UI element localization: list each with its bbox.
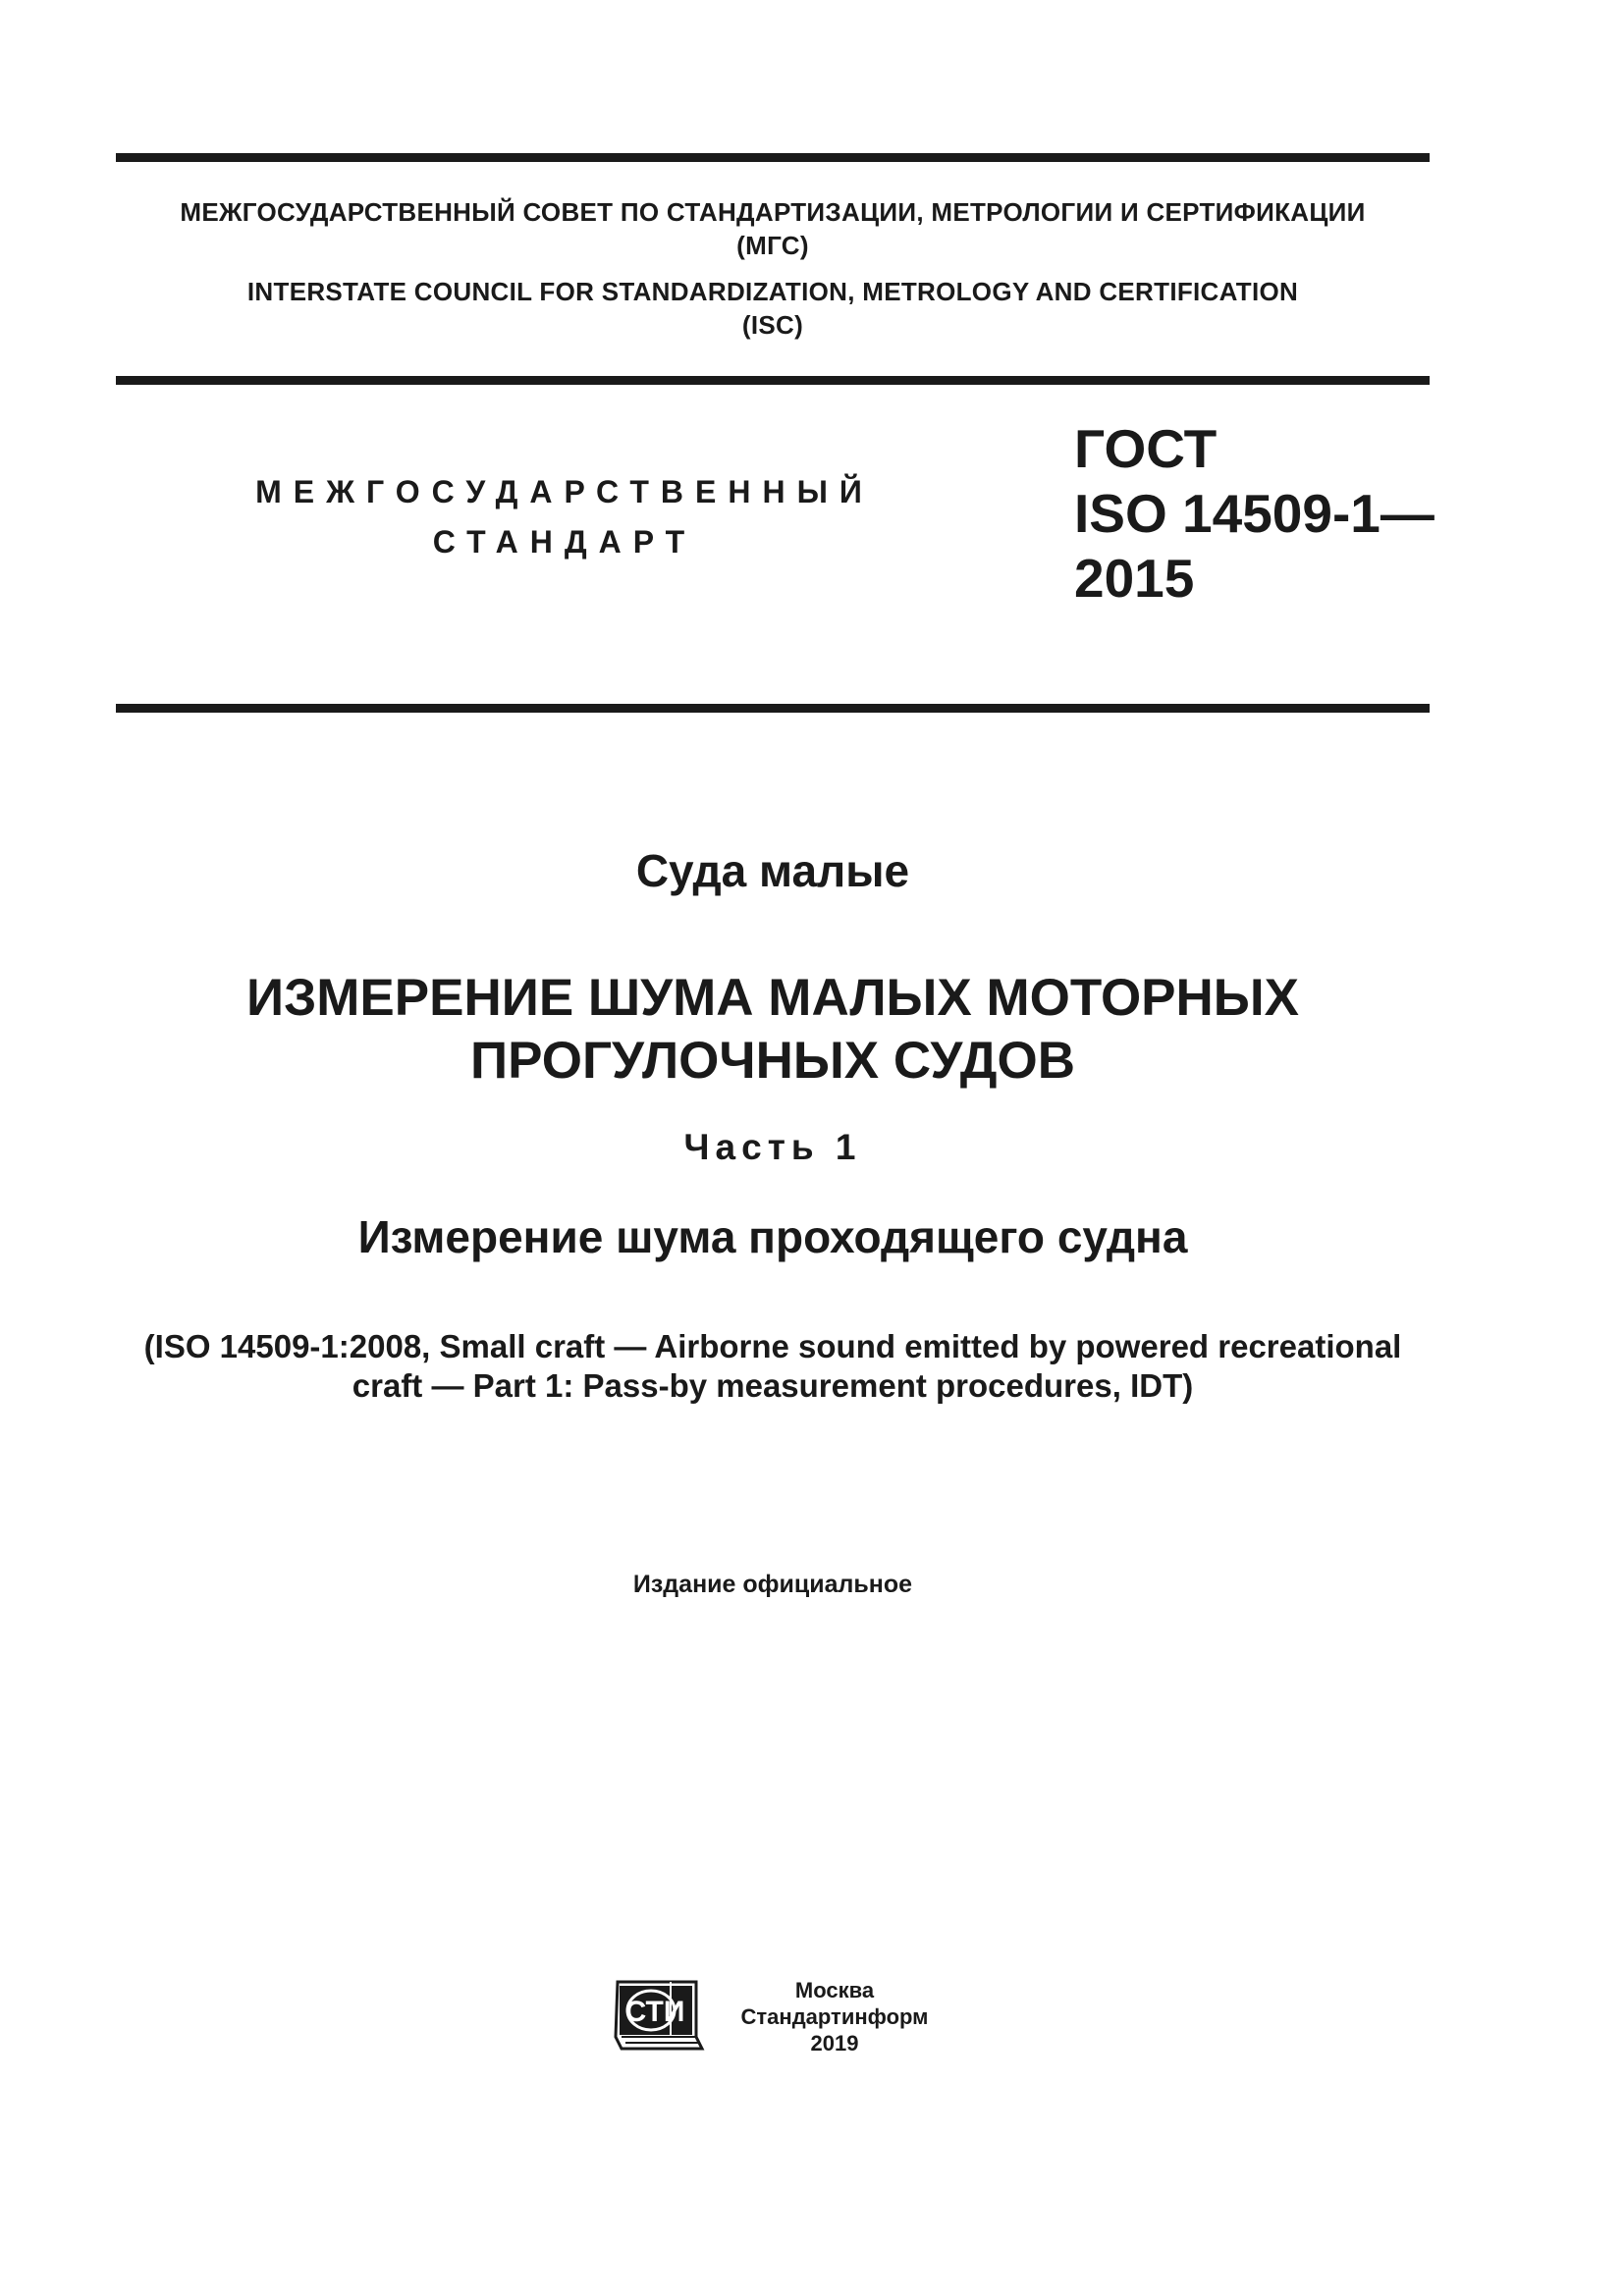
publisher-name: Стандартинформ	[740, 2004, 929, 2029]
standard-kind-line2: СТАНДАРТ	[432, 524, 697, 560]
top-rule	[116, 153, 1430, 162]
council-name-ru-text: МЕЖГОСУДАРСТВЕННЫЙ СОВЕТ ПО СТАНДАРТИЗАЦИИ, МЕТРОЛОГИИ И СЕРТИФИКАЦИИ	[180, 197, 1366, 227]
council-abbr-ru: (МГС)	[736, 231, 809, 260]
council-name-en	[116, 275, 1430, 342]
iso-reference	[98, 1327, 1447, 1406]
standartinform-logo-icon	[612, 1976, 706, 2055]
official-edition: Издание официальное	[632, 1571, 913, 1598]
document-title-line1: ИЗМЕРЕНИЕ ШУМА МАЛЫХ МОТОРНЫХ	[245, 969, 1300, 1027]
document-subject: Суда малые	[635, 845, 910, 896]
standartinform-logo	[612, 1976, 706, 2055]
document-title-line2: ПРОГУЛОЧНЫХ СУДОВ	[470, 1032, 1075, 1090]
logo-text: СТИ	[624, 1996, 685, 2028]
iso-reference-line1: (ISO 14509-1:2008, Small craft — Airborne sound emitted by powered recreational	[143, 1328, 1402, 1364]
iso-reference-line2: craft — Part 1: Pass-by measurement procedures, IDT)	[352, 1367, 1194, 1404]
council-name-ru	[116, 195, 1430, 262]
gost-label: ГОСТ	[1074, 418, 1218, 479]
council-abbr-en: (ISC)	[741, 310, 804, 340]
gost-number: ISO 14509-1—	[1074, 483, 1435, 544]
document-subtitle: Измерение шума проходящего судна	[357, 1211, 1188, 1262]
document-title	[98, 967, 1447, 1093]
publisher-block	[722, 1977, 947, 2056]
gost-year: 2015	[1074, 548, 1195, 609]
header-rule	[116, 376, 1430, 385]
designation-rule	[116, 704, 1430, 713]
gost-designation	[1074, 416, 1435, 611]
standard-kind-line1: МЕЖГОСУДАРСТВЕННЫЙ	[255, 474, 874, 509]
document-part: Часть 1	[683, 1127, 862, 1167]
council-name-en-text: INTERSTATE COUNCIL FOR STANDARDIZATION, METROLOGY AND CERTIFICATION	[246, 277, 1299, 306]
publication-year: 2019	[810, 2031, 859, 2056]
publisher-city: Москва	[794, 1978, 875, 2002]
